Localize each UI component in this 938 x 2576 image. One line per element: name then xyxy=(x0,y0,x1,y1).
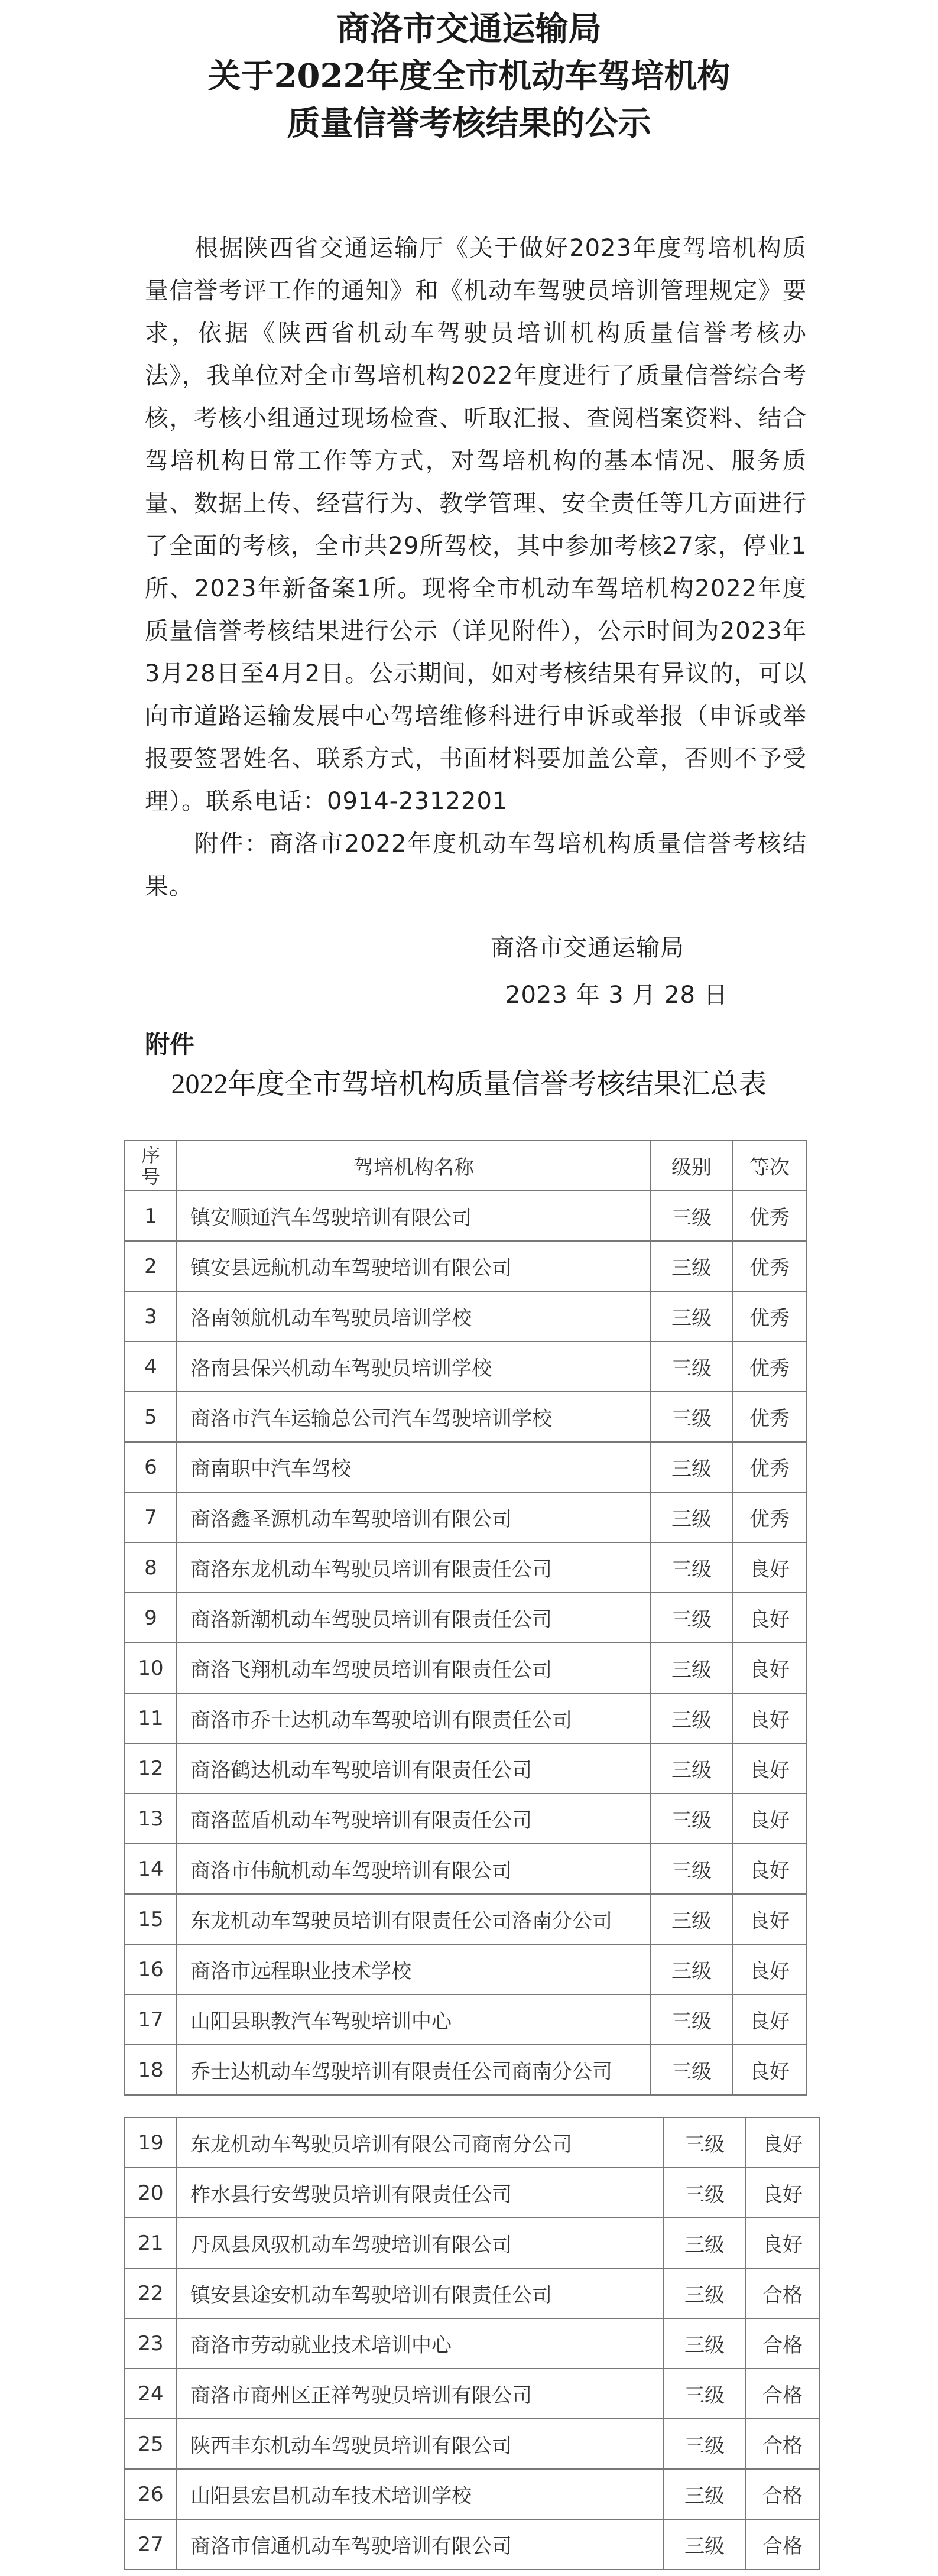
row-name: 商洛市商州区正祥驾驶员培训有限公司 xyxy=(177,2369,664,2419)
row-number: 26 xyxy=(125,2469,177,2519)
row-name: 乔士达机动车驾驶培训有限责任公司商南分公司 xyxy=(177,2045,651,2095)
row-name: 商洛新潮机动车驾驶员培训有限责任公司 xyxy=(177,1593,651,1643)
row-number: 21 xyxy=(125,2218,177,2268)
row-name: 商洛鑫圣源机动车驾驶培训有限公司 xyxy=(177,1492,651,1542)
row-name: 商洛飞翔机动车驾驶员培训有限责任公司 xyxy=(177,1643,651,1693)
row-level: 三级 xyxy=(651,1241,732,1291)
row-grade: 良好 xyxy=(732,2045,807,2095)
row-name: 镇安县远航机动车驾驶培训有限公司 xyxy=(177,1241,651,1291)
row-grade: 良好 xyxy=(732,1994,807,2045)
row-grade: 良好 xyxy=(745,2117,820,2168)
row-grade: 合格 xyxy=(745,2268,820,2318)
table-row xyxy=(125,2469,820,2519)
table-row xyxy=(125,2268,820,2318)
header-name: 驾培机构名称 xyxy=(177,1141,651,1191)
row-number: 19 xyxy=(125,2117,177,2168)
row-grade: 合格 xyxy=(745,2318,820,2369)
table-row xyxy=(125,1191,807,1241)
issue-date: 2023 年 3 月 28 日 xyxy=(505,982,728,1009)
row-grade: 优秀 xyxy=(732,1392,807,1442)
header-grade: 等次 xyxy=(732,1141,807,1191)
row-number: 1 xyxy=(125,1191,177,1241)
table-row xyxy=(125,1291,807,1341)
row-grade: 良好 xyxy=(745,2168,820,2218)
table-row xyxy=(125,1442,807,1492)
row-grade: 优秀 xyxy=(732,1241,807,1291)
row-name: 陕西丰东机动车驾驶员培训有限公司 xyxy=(177,2419,664,2469)
row-grade: 优秀 xyxy=(732,1492,807,1542)
row-number: 3 xyxy=(125,1291,177,1341)
table-row xyxy=(125,1643,807,1693)
row-name: 商洛东龙机动车驾驶员培训有限责任公司 xyxy=(177,1542,651,1593)
row-number: 17 xyxy=(125,1994,177,2045)
row-number: 10 xyxy=(125,1643,177,1693)
table-row xyxy=(125,1944,807,1994)
row-level: 三级 xyxy=(664,2519,745,2569)
row-grade: 良好 xyxy=(732,1643,807,1693)
row-name: 商洛市伟航机动车驾驶培训有限公司 xyxy=(177,1844,651,1894)
row-level: 三级 xyxy=(651,1291,732,1341)
header-no: 序 号 xyxy=(125,1141,177,1191)
row-grade: 良好 xyxy=(732,1894,807,1944)
table-row xyxy=(125,2168,820,2218)
row-level: 三级 xyxy=(651,1944,732,1994)
row-number: 6 xyxy=(125,1442,177,1492)
row-level: 三级 xyxy=(651,1492,732,1542)
row-number: 5 xyxy=(125,1392,177,1442)
row-name: 商洛市乔士达机动车驾驶培训有限责任公司 xyxy=(177,1693,651,1743)
row-name: 商南职中汽车驾校 xyxy=(177,1442,651,1492)
row-grade: 良好 xyxy=(732,1794,807,1844)
row-name: 东龙机动车驾驶员培训有限公司商南分公司 xyxy=(177,2117,664,2168)
table-row xyxy=(125,1894,807,1944)
row-grade: 良好 xyxy=(732,1844,807,1894)
row-name: 洛南领航机动车驾驶员培训学校 xyxy=(177,1291,651,1341)
row-level: 三级 xyxy=(664,2168,745,2218)
row-level: 三级 xyxy=(664,2268,745,2318)
table-header-row xyxy=(125,1141,807,1191)
row-number: 25 xyxy=(125,2419,177,2469)
table-row xyxy=(125,1844,807,1894)
row-number: 8 xyxy=(125,1542,177,1593)
row-level: 三级 xyxy=(651,1743,732,1794)
row-number: 20 xyxy=(125,2168,177,2218)
table-row xyxy=(125,1492,807,1542)
row-name: 丹凤县凤驭机动车驾驶培训有限公司 xyxy=(177,2218,664,2268)
row-level: 三级 xyxy=(651,1693,732,1743)
row-level: 三级 xyxy=(651,2045,732,2095)
row-number: 27 xyxy=(125,2519,177,2569)
row-level: 三级 xyxy=(651,1442,732,1492)
table-row xyxy=(125,1593,807,1643)
row-number: 22 xyxy=(125,2268,177,2318)
row-grade: 合格 xyxy=(745,2519,820,2569)
table-row xyxy=(125,1743,807,1794)
row-name: 商洛市信通机动车驾驶培训有限公司 xyxy=(177,2519,664,2569)
row-level: 三级 xyxy=(664,2117,745,2168)
row-level: 三级 xyxy=(651,1392,732,1442)
row-number: 23 xyxy=(125,2318,177,2369)
table-row xyxy=(125,2318,820,2369)
row-grade: 合格 xyxy=(745,2419,820,2469)
row-number: 4 xyxy=(125,1341,177,1392)
table-row xyxy=(125,2519,820,2569)
row-name: 山阳县职教汽车驾驶培训中心 xyxy=(177,1994,651,2045)
attachment-label: 附件 xyxy=(145,1030,195,1059)
title-line-2: 关于2022年度全市机动车驾培机构 xyxy=(207,57,731,96)
row-name: 商洛市远程职业技术学校 xyxy=(177,1944,651,1994)
row-level: 三级 xyxy=(664,2369,745,2419)
table-row xyxy=(125,1542,807,1593)
row-level: 三级 xyxy=(651,1542,732,1593)
title-line-1: 商洛市交通运输局 xyxy=(336,9,602,48)
row-grade: 合格 xyxy=(745,2469,820,2519)
row-number: 13 xyxy=(125,1794,177,1844)
header-level: 级别 xyxy=(651,1141,732,1191)
row-number: 9 xyxy=(125,1593,177,1643)
table-row xyxy=(125,1693,807,1743)
row-name: 镇安县途安机动车驾驶培训有限责任公司 xyxy=(177,2268,664,2318)
row-name: 洛南县保兴机动车驾驶员培训学校 xyxy=(177,1341,651,1392)
table-row xyxy=(125,2045,807,2095)
row-number: 14 xyxy=(125,1844,177,1894)
row-name: 商洛市汽车运输总公司汽车驾驶培训学校 xyxy=(177,1392,651,1442)
results-table-part1 xyxy=(124,1140,807,2096)
row-number: 24 xyxy=(125,2369,177,2419)
row-level: 三级 xyxy=(651,1794,732,1844)
row-name: 东龙机动车驾驶员培训有限责任公司洛南分公司 xyxy=(177,1894,651,1944)
table-row xyxy=(125,2419,820,2469)
row-number: 2 xyxy=(125,1241,177,1291)
row-level: 三级 xyxy=(651,1844,732,1894)
row-name: 商洛市劳动就业技术培训中心 xyxy=(177,2318,664,2369)
title-line-3: 质量信誉考核结果的公示 xyxy=(287,104,651,143)
row-number: 16 xyxy=(125,1944,177,1994)
row-grade: 良好 xyxy=(745,2218,820,2268)
row-level: 三级 xyxy=(664,2469,745,2519)
table-row xyxy=(125,2369,820,2419)
row-number: 7 xyxy=(125,1492,177,1542)
row-grade: 优秀 xyxy=(732,1341,807,1392)
row-name: 柞水县行安驾驶员培训有限责任公司 xyxy=(177,2168,664,2218)
row-level: 三级 xyxy=(651,1894,732,1944)
table-row xyxy=(125,1794,807,1844)
row-number: 18 xyxy=(125,2045,177,2095)
table-row xyxy=(125,1341,807,1392)
row-grade: 优秀 xyxy=(732,1442,807,1492)
row-grade: 良好 xyxy=(732,1944,807,1994)
results-table-part2 xyxy=(124,2117,820,2570)
row-level: 三级 xyxy=(651,1643,732,1693)
issuer-signature: 商洛市交通运输局 xyxy=(491,934,684,961)
row-level: 三级 xyxy=(651,1994,732,2045)
row-number: 15 xyxy=(125,1894,177,1944)
row-grade: 良好 xyxy=(732,1593,807,1643)
row-level: 三级 xyxy=(651,1593,732,1643)
table-row xyxy=(125,2117,820,2168)
row-name: 山阳县宏昌机动车技术培训学校 xyxy=(177,2469,664,2519)
row-level: 三级 xyxy=(664,2218,745,2268)
row-grade: 合格 xyxy=(745,2369,820,2419)
row-name: 镇安顺通汽车驾驶培训有限公司 xyxy=(177,1191,651,1241)
row-name: 商洛蓝盾机动车驾驶培训有限责任公司 xyxy=(177,1794,651,1844)
attachment-note: 附件：商洛市2022年度机动车驾培机构质量信誉考核结果。 xyxy=(145,830,807,900)
table-title: 2022年度全市驾培机构质量信誉考核结果汇总表 xyxy=(171,1068,767,1100)
row-grade: 良好 xyxy=(732,1542,807,1593)
row-grade: 良好 xyxy=(732,1693,807,1743)
row-number: 12 xyxy=(125,1743,177,1794)
row-level: 三级 xyxy=(651,1341,732,1392)
row-level: 三级 xyxy=(664,2318,745,2369)
row-grade: 优秀 xyxy=(732,1291,807,1341)
table-row xyxy=(125,1392,807,1442)
notice-paragraph: 根据陕西省交通运输厅《关于做好2023年度驾培机构质量信誉考评工作的通知》和《机动车驾驶员培训管理规定》要求，依据《陕西省机动车驾驶员培训机构质量信誉考核办法》，我单位对全市驾培机构2022年度进行了质量信誉综合考核，考核小组通过现场检查、听取汇报、查阅档案资料、结合驾培机构日常工作等方式，对驾培机构的基本情况、服务质量、数据上传、经营行为、教学管理、安全责任等几方面进行了全面的考核，全市共29所驾校，其中参加考核27家，停业1所、2023年新备案1所。现将全市机动车驾培机构2022年度质量信誉考核结果进行公示（详见附件），公示时间为2023年3月28日至4月2日。公示期间，如对考核结果有异议的，可以向市道路运输发展中心驾培维修科进行申诉或举报（申诉或举报要签署姓名、联系方式，书面材料要加盖公章，否则不予受理）。联系电话：0914-2312201 xyxy=(145,235,807,815)
row-number: 11 xyxy=(125,1693,177,1743)
table-row xyxy=(125,2218,820,2268)
row-level: 三级 xyxy=(651,1191,732,1241)
row-grade: 优秀 xyxy=(732,1191,807,1241)
table-row xyxy=(125,1994,807,2045)
row-level: 三级 xyxy=(664,2419,745,2469)
table-row xyxy=(125,1241,807,1291)
row-grade: 良好 xyxy=(732,1743,807,1794)
row-name: 商洛鹤达机动车驾驶培训有限责任公司 xyxy=(177,1743,651,1794)
